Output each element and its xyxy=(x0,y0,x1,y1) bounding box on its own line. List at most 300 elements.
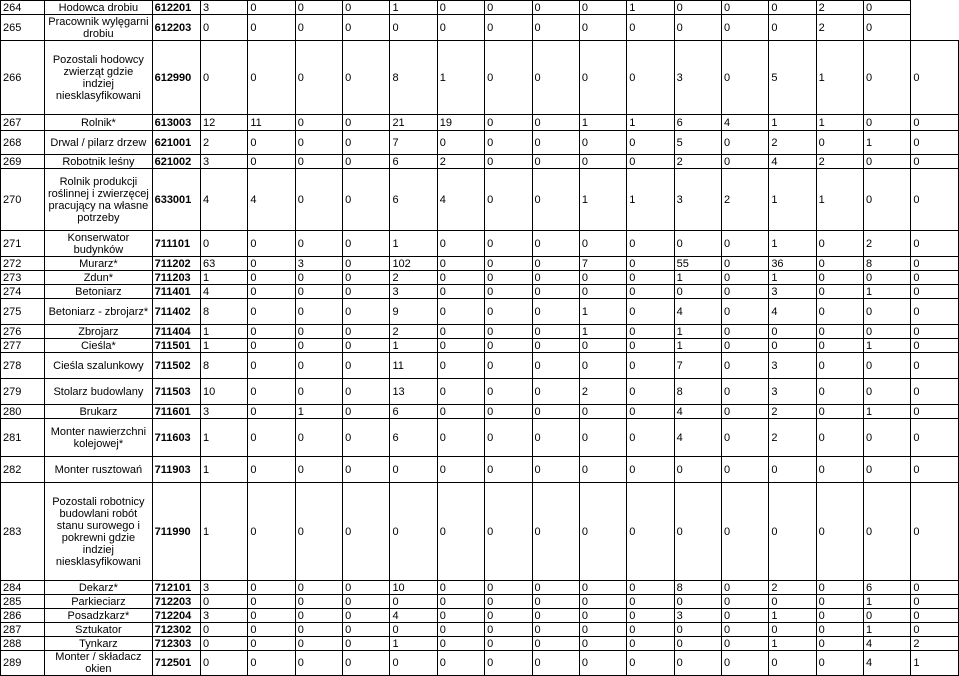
value-cell: 0 xyxy=(721,1,768,15)
value-cell: 1 xyxy=(769,609,816,623)
value-cell: 0 xyxy=(437,581,484,595)
row-number: 282 xyxy=(1,457,45,483)
value-cell: 0 xyxy=(532,1,579,15)
value-cell: 0 xyxy=(295,483,342,581)
value-cell: 0 xyxy=(437,353,484,379)
occupation-code: 612201 xyxy=(152,1,200,15)
value-cell: 0 xyxy=(816,299,863,325)
row-number: 285 xyxy=(1,595,45,609)
value-cell: 0 xyxy=(721,41,768,115)
value-cell: 0 xyxy=(816,131,863,155)
value-cell: 0 xyxy=(343,419,390,457)
value-cell: 0 xyxy=(248,405,295,419)
value-cell: 6 xyxy=(390,169,437,231)
table-row xyxy=(1,353,959,379)
value-cell: 0 xyxy=(295,623,342,637)
value-cell: 0 xyxy=(579,581,626,595)
value-cell: 0 xyxy=(295,595,342,609)
value-cell: 1 xyxy=(579,299,626,325)
value-cell: 0 xyxy=(343,41,390,115)
value-cell: 0 xyxy=(627,155,674,169)
value-cell: 0 xyxy=(485,285,532,299)
value-cell: 0 xyxy=(769,483,816,581)
value-cell: 0 xyxy=(390,623,437,637)
occupation-code: 712204 xyxy=(152,609,200,623)
occupation-name: Konserwator budynków xyxy=(45,231,152,257)
value-cell: 2 xyxy=(911,637,959,651)
value-cell: 0 xyxy=(295,285,342,299)
value-cell: 7 xyxy=(579,257,626,271)
value-cell: 1 xyxy=(769,271,816,285)
value-cell: 0 xyxy=(816,651,863,676)
value-cell: 0 xyxy=(911,595,959,609)
value-cell: 2 xyxy=(579,379,626,405)
value-cell: 0 xyxy=(295,131,342,155)
value-cell: 0 xyxy=(627,285,674,299)
occupation-name: Monter nawierzchni kolejowej* xyxy=(45,419,152,457)
value-cell: 12 xyxy=(201,115,248,131)
value-cell: 1 xyxy=(864,623,911,637)
value-cell: 1 xyxy=(864,595,911,609)
value-cell: 1 xyxy=(864,339,911,353)
value-cell: 0 xyxy=(248,581,295,595)
value-cell: 0 xyxy=(816,581,863,595)
value-cell: 0 xyxy=(721,483,768,581)
value-cell: 0 xyxy=(532,285,579,299)
value-cell: 6 xyxy=(390,405,437,419)
value-cell: 1 xyxy=(201,457,248,483)
value-cell: 1 xyxy=(627,169,674,231)
value-cell: 0 xyxy=(343,379,390,405)
value-cell: 0 xyxy=(627,339,674,353)
value-cell: 0 xyxy=(579,419,626,457)
value-cell: 0 xyxy=(911,581,959,595)
value-cell: 0 xyxy=(248,457,295,483)
value-cell: 0 xyxy=(437,231,484,257)
occupation-name: Tynkarz xyxy=(45,637,152,651)
value-cell: 0 xyxy=(485,623,532,637)
value-cell: 0 xyxy=(437,609,484,623)
value-cell: 0 xyxy=(248,623,295,637)
value-cell: 0 xyxy=(295,609,342,623)
row-number: 274 xyxy=(1,285,45,299)
value-cell: 2 xyxy=(390,325,437,339)
value-cell: 1 xyxy=(295,405,342,419)
value-cell: 0 xyxy=(721,155,768,169)
row-number: 288 xyxy=(1,637,45,651)
value-cell: 0 xyxy=(769,339,816,353)
value-cell: 0 xyxy=(295,339,342,353)
value-cell: 0 xyxy=(627,379,674,405)
value-cell: 0 xyxy=(816,457,863,483)
occupation-name: Stolarz budowlany xyxy=(45,379,152,405)
value-cell: 1 xyxy=(627,1,674,15)
table-row xyxy=(1,115,959,131)
occupation-name: Parkieciarz xyxy=(45,595,152,609)
value-cell: 0 xyxy=(579,1,626,15)
value-cell: 0 xyxy=(390,457,437,483)
row-number: 278 xyxy=(1,353,45,379)
occupation-name: Rolnik produkcji roślinnej i zwierzęcej pracujący na własne potrzeby xyxy=(45,169,152,231)
value-cell: 0 xyxy=(579,457,626,483)
value-cell: 1 xyxy=(201,339,248,353)
value-cell: 36 xyxy=(769,257,816,271)
value-cell: 0 xyxy=(248,299,295,325)
row-number: 272 xyxy=(1,257,45,271)
value-cell: 0 xyxy=(295,379,342,405)
value-cell: 0 xyxy=(864,353,911,379)
value-cell: 0 xyxy=(343,405,390,419)
table-row xyxy=(1,581,959,595)
value-cell: 0 xyxy=(485,339,532,353)
value-cell: 0 xyxy=(390,483,437,581)
value-cell: 0 xyxy=(437,131,484,155)
value-cell: 2 xyxy=(769,131,816,155)
value-cell: 6 xyxy=(390,419,437,457)
value-cell: 1 xyxy=(201,419,248,457)
occupation-name: Monter / składacz okien xyxy=(45,651,152,676)
value-cell: 0 xyxy=(721,623,768,637)
value-cell: 0 xyxy=(579,623,626,637)
value-cell: 3 xyxy=(769,353,816,379)
value-cell: 0 xyxy=(627,595,674,609)
occupation-name: Drwal / pilarz drzew xyxy=(45,131,152,155)
value-cell: 0 xyxy=(343,299,390,325)
value-cell: 3 xyxy=(674,41,721,115)
value-cell: 0 xyxy=(532,15,579,41)
value-cell: 4 xyxy=(390,609,437,623)
value-cell: 11 xyxy=(248,115,295,131)
value-cell: 0 xyxy=(864,609,911,623)
value-cell: 0 xyxy=(248,1,295,15)
occupation-code: 711903 xyxy=(152,457,200,483)
value-cell: 3 xyxy=(201,609,248,623)
value-cell: 8 xyxy=(201,353,248,379)
value-cell: 4 xyxy=(769,299,816,325)
value-cell: 0 xyxy=(343,595,390,609)
value-cell: 0 xyxy=(295,155,342,169)
value-cell: 0 xyxy=(816,623,863,637)
row-number: 287 xyxy=(1,623,45,637)
value-cell: 0 xyxy=(721,651,768,676)
value-cell: 0 xyxy=(201,623,248,637)
value-cell: 2 xyxy=(816,1,863,15)
value-cell: 0 xyxy=(485,651,532,676)
value-cell: 0 xyxy=(532,271,579,285)
value-cell: 2 xyxy=(201,131,248,155)
value-cell: 10 xyxy=(201,379,248,405)
value-cell: 0 xyxy=(532,131,579,155)
value-cell: 0 xyxy=(911,483,959,581)
value-cell: 0 xyxy=(579,15,626,41)
value-cell: 0 xyxy=(721,325,768,339)
value-cell: 0 xyxy=(295,651,342,676)
value-cell: 1 xyxy=(579,115,626,131)
value-cell: 0 xyxy=(248,15,295,41)
value-cell: 0 xyxy=(911,115,959,131)
value-cell: 0 xyxy=(437,325,484,339)
value-cell: 2 xyxy=(437,155,484,169)
value-cell: 63 xyxy=(201,257,248,271)
value-cell: 0 xyxy=(248,637,295,651)
value-cell: 0 xyxy=(437,299,484,325)
value-cell: 0 xyxy=(864,483,911,581)
value-cell: 0 xyxy=(579,405,626,419)
value-cell: 0 xyxy=(437,457,484,483)
row-number: 283 xyxy=(1,483,45,581)
value-cell: 0 xyxy=(295,581,342,595)
occupation-name: Pozostali hodowcy zwierząt gdzie indziej niesklasyfikowani xyxy=(45,41,152,115)
value-cell: 5 xyxy=(674,131,721,155)
table-row xyxy=(1,379,959,405)
value-cell: 1 xyxy=(911,651,959,676)
value-cell: 0 xyxy=(248,483,295,581)
value-cell: 0 xyxy=(721,419,768,457)
value-cell: 8 xyxy=(674,379,721,405)
value-cell: 0 xyxy=(437,419,484,457)
value-cell: 0 xyxy=(248,353,295,379)
occupation-code: 711502 xyxy=(152,353,200,379)
value-cell: 0 xyxy=(532,169,579,231)
value-cell: 0 xyxy=(343,115,390,131)
value-cell: 0 xyxy=(295,457,342,483)
value-cell: 0 xyxy=(674,285,721,299)
value-cell: 0 xyxy=(627,257,674,271)
value-cell: 0 xyxy=(674,457,721,483)
value-cell: 0 xyxy=(437,405,484,419)
occupation-code: 612990 xyxy=(152,41,200,115)
value-cell: 0 xyxy=(248,379,295,405)
table-row xyxy=(1,285,959,299)
value-cell: 0 xyxy=(816,231,863,257)
value-cell: 0 xyxy=(485,609,532,623)
value-cell: 1 xyxy=(674,339,721,353)
value-cell: 0 xyxy=(343,651,390,676)
value-cell: 1 xyxy=(769,115,816,131)
value-cell: 2 xyxy=(816,15,863,41)
value-cell: 6 xyxy=(864,581,911,595)
value-cell: 0 xyxy=(627,271,674,285)
value-cell: 1 xyxy=(201,325,248,339)
value-cell: 0 xyxy=(721,609,768,623)
value-cell: 0 xyxy=(295,299,342,325)
value-cell: 0 xyxy=(532,41,579,115)
value-cell: 0 xyxy=(343,581,390,595)
value-cell: 0 xyxy=(627,637,674,651)
value-cell: 0 xyxy=(911,457,959,483)
value-cell: 0 xyxy=(532,419,579,457)
value-cell: 4 xyxy=(201,285,248,299)
value-cell: 4 xyxy=(437,169,484,231)
value-cell: 0 xyxy=(769,325,816,339)
value-cell: 0 xyxy=(532,405,579,419)
value-cell: 1 xyxy=(864,285,911,299)
value-cell: 0 xyxy=(864,155,911,169)
value-cell: 3 xyxy=(201,1,248,15)
value-cell: 0 xyxy=(532,115,579,131)
value-cell: 3 xyxy=(390,285,437,299)
value-cell: 0 xyxy=(579,41,626,115)
value-cell: 0 xyxy=(627,419,674,457)
value-cell: 0 xyxy=(485,353,532,379)
value-cell: 0 xyxy=(343,483,390,581)
value-cell: 0 xyxy=(485,41,532,115)
value-cell: 2 xyxy=(769,419,816,457)
value-cell: 0 xyxy=(579,637,626,651)
value-cell: 55 xyxy=(674,257,721,271)
value-cell: 0 xyxy=(911,325,959,339)
value-cell: 0 xyxy=(579,285,626,299)
table-row xyxy=(1,15,959,41)
value-cell: 0 xyxy=(769,651,816,676)
table-row xyxy=(1,325,959,339)
value-cell: 0 xyxy=(437,651,484,676)
occupation-code: 712203 xyxy=(152,595,200,609)
value-cell: 3 xyxy=(295,257,342,271)
value-cell: 0 xyxy=(816,285,863,299)
value-cell: 0 xyxy=(343,131,390,155)
occupation-code: 711402 xyxy=(152,299,200,325)
row-number: 284 xyxy=(1,581,45,595)
value-cell: 1 xyxy=(816,41,863,115)
value-cell: 0 xyxy=(769,1,816,15)
value-cell: 0 xyxy=(911,339,959,353)
occupation-code: 711503 xyxy=(152,379,200,405)
row-number: 286 xyxy=(1,609,45,623)
table-row xyxy=(1,339,959,353)
value-cell: 0 xyxy=(343,285,390,299)
value-cell: 3 xyxy=(201,581,248,595)
value-cell: 0 xyxy=(721,15,768,41)
value-cell: 4 xyxy=(769,155,816,169)
value-cell: 1 xyxy=(769,169,816,231)
occupation-name: Betoniarz xyxy=(45,285,152,299)
occupation-code: 711404 xyxy=(152,325,200,339)
value-cell: 0 xyxy=(721,299,768,325)
value-cell: 102 xyxy=(390,257,437,271)
value-cell: 0 xyxy=(911,271,959,285)
value-cell: 0 xyxy=(769,457,816,483)
occupation-code: 711603 xyxy=(152,419,200,457)
value-cell: 1 xyxy=(674,325,721,339)
row-number: 279 xyxy=(1,379,45,405)
value-cell: 0 xyxy=(485,419,532,457)
value-cell: 3 xyxy=(674,609,721,623)
value-cell: 0 xyxy=(579,231,626,257)
value-cell: 0 xyxy=(864,115,911,131)
value-cell: 0 xyxy=(437,339,484,353)
value-cell: 2 xyxy=(390,271,437,285)
value-cell: 10 xyxy=(390,581,437,595)
value-cell: 0 xyxy=(864,271,911,285)
value-cell: 0 xyxy=(674,231,721,257)
value-cell: 0 xyxy=(485,595,532,609)
value-cell: 0 xyxy=(485,169,532,231)
value-cell: 0 xyxy=(816,595,863,609)
row-number: 289 xyxy=(1,651,45,676)
value-cell: 0 xyxy=(721,353,768,379)
value-cell: 0 xyxy=(911,169,959,231)
value-cell: 0 xyxy=(674,483,721,581)
value-cell: 0 xyxy=(627,609,674,623)
value-cell: 0 xyxy=(816,419,863,457)
value-cell: 0 xyxy=(532,609,579,623)
value-cell: 3 xyxy=(769,379,816,405)
table-row xyxy=(1,169,959,231)
row-number: 271 xyxy=(1,231,45,257)
value-cell: 0 xyxy=(532,637,579,651)
value-cell: 0 xyxy=(295,353,342,379)
value-cell: 0 xyxy=(437,257,484,271)
row-number: 266 xyxy=(1,41,45,115)
value-cell: 0 xyxy=(343,623,390,637)
value-cell: 0 xyxy=(248,339,295,353)
value-cell: 0 xyxy=(627,131,674,155)
value-cell: 0 xyxy=(295,419,342,457)
value-cell: 0 xyxy=(532,299,579,325)
occupation-code: 621001 xyxy=(152,131,200,155)
value-cell: 0 xyxy=(674,15,721,41)
value-cell: 4 xyxy=(248,169,295,231)
value-cell: 0 xyxy=(627,581,674,595)
value-cell: 1 xyxy=(201,271,248,285)
value-cell: 0 xyxy=(579,483,626,581)
value-cell: 0 xyxy=(816,637,863,651)
occupation-name: Pracownik wylęgarni drobiu xyxy=(45,15,152,41)
value-cell: 0 xyxy=(769,595,816,609)
table-row xyxy=(1,609,959,623)
value-cell: 0 xyxy=(485,131,532,155)
value-cell: 0 xyxy=(816,609,863,623)
value-cell: 0 xyxy=(437,271,484,285)
value-cell: 1 xyxy=(390,231,437,257)
occupation-code: 712501 xyxy=(152,651,200,676)
value-cell: 0 xyxy=(485,299,532,325)
table-row xyxy=(1,637,959,651)
row-number: 276 xyxy=(1,325,45,339)
row-number: 264 xyxy=(1,1,45,15)
value-cell: 4 xyxy=(864,637,911,651)
value-cell: 0 xyxy=(911,379,959,405)
value-cell: 0 xyxy=(485,155,532,169)
value-cell: 0 xyxy=(721,595,768,609)
value-cell: 0 xyxy=(485,637,532,651)
value-cell: 1 xyxy=(579,169,626,231)
value-cell: 0 xyxy=(248,131,295,155)
table-row xyxy=(1,155,959,169)
occupation-code: 711202 xyxy=(152,257,200,271)
value-cell: 0 xyxy=(437,483,484,581)
value-cell: 0 xyxy=(248,325,295,339)
value-cell: 0 xyxy=(532,257,579,271)
value-cell: 0 xyxy=(864,325,911,339)
value-cell: 0 xyxy=(485,457,532,483)
value-cell: 8 xyxy=(674,581,721,595)
row-number: 273 xyxy=(1,271,45,285)
value-cell: 0 xyxy=(674,637,721,651)
row-number: 268 xyxy=(1,131,45,155)
value-cell: 0 xyxy=(627,15,674,41)
value-cell: 0 xyxy=(911,231,959,257)
value-cell: 0 xyxy=(343,271,390,285)
occupation-name: Robotnik leśny xyxy=(45,155,152,169)
value-cell: 2 xyxy=(816,155,863,169)
value-cell: 0 xyxy=(343,1,390,15)
value-cell: 0 xyxy=(864,379,911,405)
value-cell: 0 xyxy=(674,623,721,637)
value-cell: 0 xyxy=(769,623,816,637)
value-cell: 0 xyxy=(532,483,579,581)
